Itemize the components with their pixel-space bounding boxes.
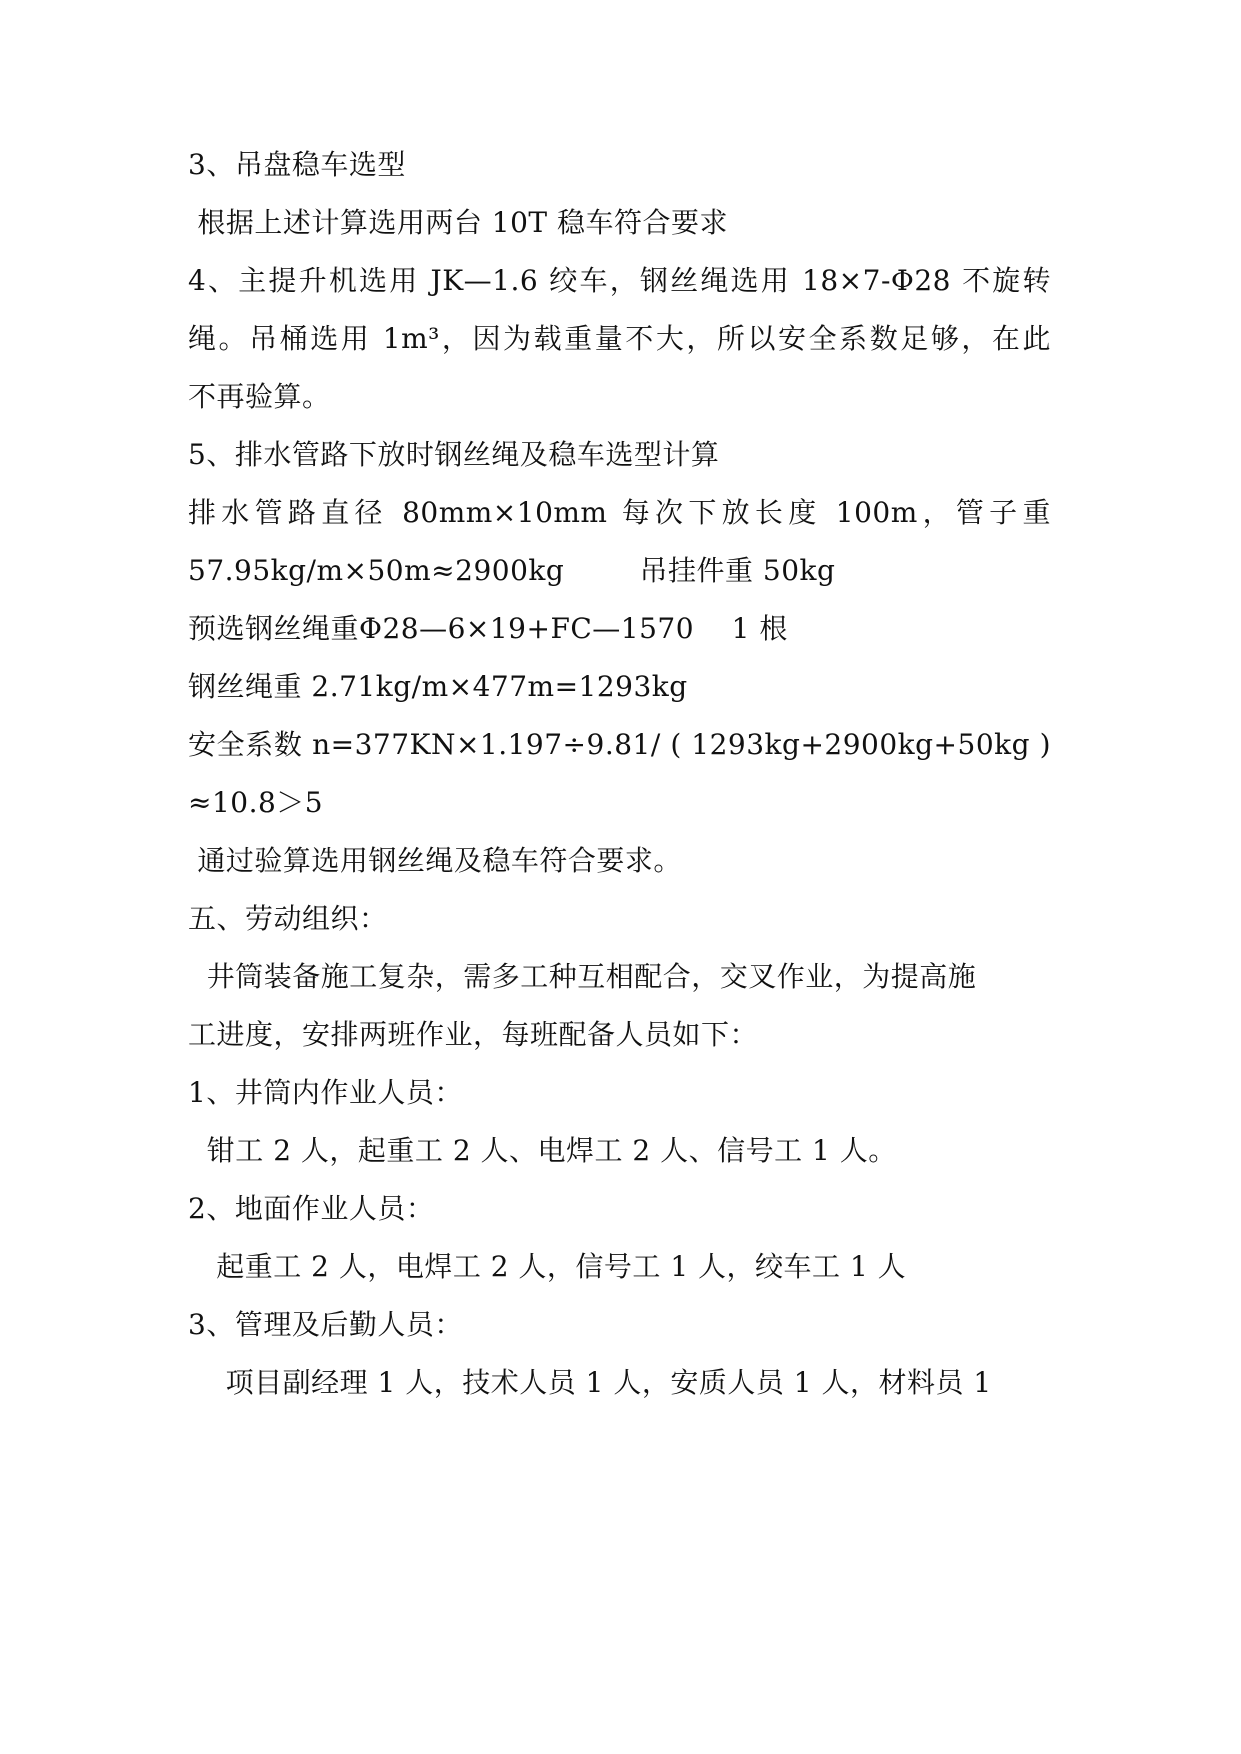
- section-heading: 3、管理及后勤人员：: [188, 1308, 463, 1341]
- paragraph-line: 绳。吊桶选用 1m³，因为载重量不大，所以安全系数足够，在此: [188, 322, 1051, 355]
- paragraph-line: 井筒装备施工复杂，需多工种互相配合，交叉作业，为提高施: [188, 960, 977, 993]
- section-heading: 1、井筒内作业人员：: [188, 1076, 463, 1109]
- paragraph-line: 排水管路直径 80mm×10mm 每次下放长度 100m，管子重: [188, 496, 1051, 529]
- paragraph-line: 钳工 2 人，起重工 2 人、电焊工 2 人、信号工 1 人。: [188, 1134, 897, 1167]
- paragraph-line: 不再验算。: [188, 380, 331, 413]
- paragraph-line: 项目副经理 1 人，技术人员 1 人，安质人员 1 人，材料员 1: [188, 1366, 992, 1399]
- paragraph-line: 钢丝绳重 2.71kg/m×477m=1293kg: [188, 670, 688, 703]
- section-heading: 3、吊盘稳车选型: [188, 148, 406, 181]
- section-heading: 五、劳动组织：: [188, 902, 388, 935]
- paragraph-line: 57.95kg/m×50m≈2900kg 吊挂件重 50kg: [188, 554, 836, 587]
- paragraph-line: 根据上述计算选用两台 10T 稳车符合要求: [188, 206, 729, 239]
- section-heading: 5、排水管路下放时钢丝绳及稳车选型计算: [188, 438, 720, 471]
- paragraph-line: 预选钢丝绳重Φ28—6×19+FC—1570 1 根: [188, 612, 788, 645]
- paragraph-line: 4、主提升机选用 JK—1.6 绞车，钢丝绳选用 18×7-Φ28 不旋转: [188, 264, 1051, 297]
- paragraph-line: 通过验算选用钢丝绳及稳车符合要求。: [188, 844, 682, 877]
- section-heading: 2、地面作业人员：: [188, 1192, 435, 1225]
- paragraph-line: 工进度，安排两班作业，每班配备人员如下：: [188, 1018, 759, 1051]
- paragraph-line: ≈10.8＞5: [188, 786, 324, 819]
- paragraph-line: 起重工 2 人，电焊工 2 人，信号工 1 人，绞车工 1 人: [188, 1250, 907, 1283]
- paragraph-line: 安全系数 n=377KN×1.197÷9.81/ ( 1293kg+2900kg+50kg ): [188, 728, 1051, 761]
